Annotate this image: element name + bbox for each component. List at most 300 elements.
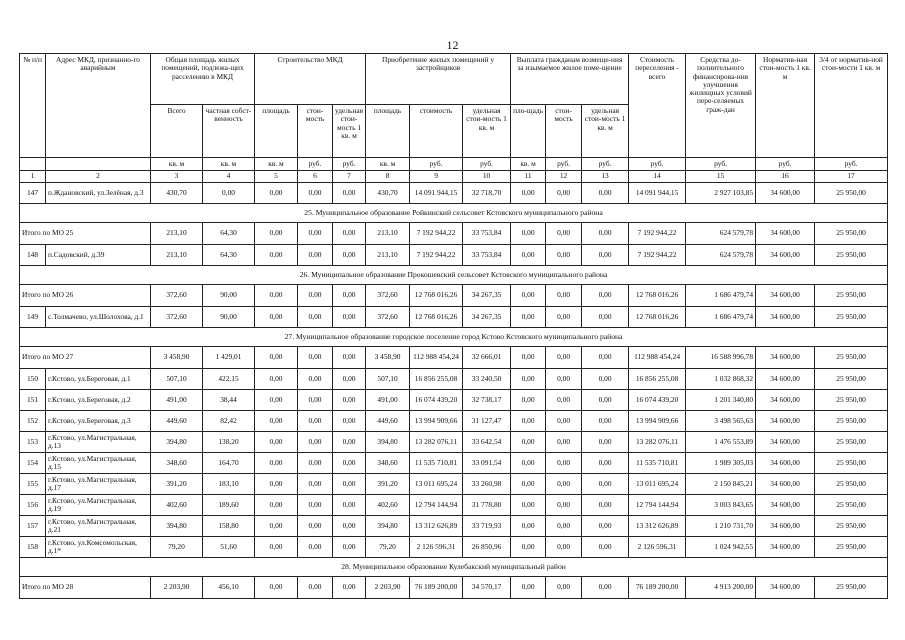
data-cell: 25 950,00 (815, 577, 888, 599)
data-cell: 1 989 305,03 (686, 453, 756, 474)
data-cell: 0,00 (255, 516, 298, 537)
data-cell: 16 588 996,78 (686, 347, 756, 369)
data-cell: 25 950,00 (815, 307, 888, 328)
units-spacer (46, 158, 151, 171)
data-cell: 25 950,00 (815, 245, 888, 266)
column-number: 9 (410, 171, 463, 183)
row-address: г.Кстово, ул.Береговая, д.3 (46, 411, 151, 432)
data-cell: 3 458,90 (366, 347, 410, 369)
data-cell: 183,10 (203, 474, 255, 495)
data-cell: 2 126 596,31 (410, 537, 463, 558)
data-cell: 0,00 (333, 390, 366, 411)
data-cell: 16 856 255,08 (629, 369, 686, 390)
data-cell: 0,00 (333, 453, 366, 474)
unit-cell: кв. м (366, 158, 410, 171)
total-row (20, 223, 888, 245)
unit-cell: кв. м (511, 158, 546, 171)
data-cell: 0,00 (546, 432, 582, 453)
data-cell: 0,00 (255, 432, 298, 453)
data-cell: 213,10 (366, 223, 410, 245)
data-cell: 491,00 (151, 390, 203, 411)
data-cell: 32 666,01 (463, 347, 511, 369)
section-title: 28. Муниципальное образование Кулебакский муниципальный район (20, 558, 888, 577)
row-number: 147 (20, 183, 46, 204)
data-cell: 213,10 (366, 245, 410, 266)
data-cell: 0,00 (333, 495, 366, 516)
data-cell: 0,00 (511, 390, 546, 411)
data-cell: 0,00 (333, 245, 366, 266)
data-cell: 430,70 (151, 183, 203, 204)
data-cell: 25 950,00 (815, 453, 888, 474)
row-number: 149 (20, 307, 46, 328)
data-cell: 3 498 565,63 (686, 411, 756, 432)
data-cell: 449,60 (151, 411, 203, 432)
data-cell: 2 927 103,85 (686, 183, 756, 204)
data-cell: 0,00 (511, 307, 546, 328)
subheader-area: площадь (255, 105, 298, 158)
column-number: 4 (203, 171, 255, 183)
row-number: 158 (20, 537, 46, 558)
data-cell: 348,60 (366, 453, 410, 474)
table-row (20, 453, 888, 474)
data-cell: 2 203,90 (366, 577, 410, 599)
data-cell: 0,00 (298, 347, 333, 369)
data-cell: 12 768 016,26 (410, 307, 463, 328)
data-cell: 14 091 944,15 (410, 183, 463, 204)
data-cell: 0,00 (333, 369, 366, 390)
unit-cell: руб. (546, 158, 582, 171)
row-number: 156 (20, 495, 46, 516)
data-cell: 0,00 (546, 537, 582, 558)
units-spacer (20, 158, 46, 171)
data-cell: 13 994 909,66 (410, 411, 463, 432)
subheader-cost-purchase: стоимость (410, 105, 463, 158)
data-cell: 1 686 479,74 (686, 285, 756, 307)
data-cell: 25 950,00 (815, 432, 888, 453)
row-number: 154 (20, 453, 46, 474)
row-address: п.Ждановский, ул.Зелёная, д.3 (46, 183, 151, 204)
data-cell: 0,00 (582, 537, 629, 558)
data-cell: 0,00 (582, 577, 629, 599)
data-cell: 0,00 (255, 495, 298, 516)
subheader-unit-cost-payment: удельная стои-мость 1 кв. м (582, 105, 629, 158)
data-cell: 1 024 942,55 (686, 537, 756, 558)
data-cell: 0,00 (511, 245, 546, 266)
data-cell: 14 091 944,15 (629, 183, 686, 204)
data-cell: 13 282 076,11 (410, 432, 463, 453)
row-address: г.Кстово, ул.Магистральная, д.17 (46, 474, 151, 495)
data-cell: 13 282 076,11 (629, 432, 686, 453)
data-cell: 0,00 (298, 411, 333, 432)
data-cell: 456,10 (203, 577, 255, 599)
data-cell: 34 600,00 (756, 245, 815, 266)
data-cell: 0,00 (333, 474, 366, 495)
header-norm-cost: Норматив-ная стои-мость 1 кв. м (756, 54, 815, 158)
data-cell: 0,00 (511, 516, 546, 537)
data-cell: 0,00 (255, 474, 298, 495)
data-cell: 13 312 626,89 (629, 516, 686, 537)
data-cell: 0,00 (333, 307, 366, 328)
header-three-quarters: 3/4 от норматив-ной стои-мости 1 кв. м (815, 54, 888, 158)
row-number: 153 (20, 432, 46, 453)
data-cell: 0,00 (511, 285, 546, 307)
data-cell: 0,00 (255, 453, 298, 474)
column-number: 12 (546, 171, 582, 183)
data-cell: 90,00 (203, 285, 255, 307)
data-cell: 0,00 (582, 369, 629, 390)
data-cell: 0,00 (298, 474, 333, 495)
data-cell: 0,00 (582, 432, 629, 453)
data-cell: 213,10 (151, 245, 203, 266)
data-cell: 0,00 (298, 516, 333, 537)
data-cell: 0,00 (298, 432, 333, 453)
data-cell: 0,00 (298, 390, 333, 411)
data-cell: 0,00 (546, 411, 582, 432)
data-cell: 0,00 (203, 183, 255, 204)
unit-cell: руб. (756, 158, 815, 171)
data-cell: 0,00 (255, 223, 298, 245)
data-cell: 34 600,00 (756, 223, 815, 245)
data-cell: 0,00 (298, 223, 333, 245)
data-cell: 25 950,00 (815, 495, 888, 516)
data-cell: 0,00 (582, 307, 629, 328)
header-extra-funds: Средства до-полнительного финансирова-ния улучшения жилищных условий пере-селяемых граж-дан (686, 54, 756, 158)
row-address: г.Кстово, ул.Магистральная, д.19 (46, 495, 151, 516)
data-cell: 0,00 (546, 516, 582, 537)
table-row (20, 369, 888, 390)
data-cell: 4 913 200,00 (686, 577, 756, 599)
data-cell: 13 011 695,24 (410, 474, 463, 495)
data-cell: 0,00 (333, 537, 366, 558)
data-cell: 0,00 (333, 516, 366, 537)
data-cell: 0,00 (298, 369, 333, 390)
column-number: 5 (255, 171, 298, 183)
data-cell: 7 192 944,22 (410, 223, 463, 245)
data-cell: 26 850,96 (463, 537, 511, 558)
data-cell: 0,00 (546, 307, 582, 328)
unit-cell: кв. м (255, 158, 298, 171)
data-cell: 34 600,00 (756, 577, 815, 599)
data-cell: 0,00 (582, 285, 629, 307)
data-cell: 34 570,17 (463, 577, 511, 599)
data-cell: 34 600,00 (756, 432, 815, 453)
data-cell: 34 600,00 (756, 537, 815, 558)
data-cell: 0,00 (255, 369, 298, 390)
data-cell: 16 074 439,20 (629, 390, 686, 411)
row-address: с.Толмачево, ул.Шолохова, д.1 (46, 307, 151, 328)
data-cell: 0,00 (511, 432, 546, 453)
data-cell: 0,00 (511, 223, 546, 245)
table-row (20, 474, 888, 495)
data-cell: 0,00 (511, 369, 546, 390)
data-cell: 1 210 731,70 (686, 516, 756, 537)
data-cell: 0,00 (333, 285, 366, 307)
data-cell: 3 458,90 (151, 347, 203, 369)
column-number: 10 (463, 171, 511, 183)
data-cell: 0,00 (255, 307, 298, 328)
data-cell: 391,20 (366, 474, 410, 495)
data-cell: 507,10 (151, 369, 203, 390)
column-number: 3 (151, 171, 203, 183)
data-cell: 0,00 (511, 495, 546, 516)
row-address: г.Кстово, ул.Комсомольская, д.1* (46, 537, 151, 558)
data-cell: 0,00 (298, 537, 333, 558)
row-address: г.Кстово, ул.Магистральная, д.21 (46, 516, 151, 537)
data-cell: 7 192 944,22 (629, 245, 686, 266)
row-number: 152 (20, 411, 46, 432)
data-cell: 90,00 (203, 307, 255, 328)
row-number: 151 (20, 390, 46, 411)
data-cell: 0,00 (298, 495, 333, 516)
data-cell: 0,00 (582, 347, 629, 369)
data-cell: 76 189 200,00 (629, 577, 686, 599)
data-cell: 11 535 710,81 (410, 453, 463, 474)
resettlement-table (19, 53, 888, 599)
data-cell: 25 950,00 (815, 347, 888, 369)
data-cell: 34 600,00 (756, 347, 815, 369)
table-row (20, 390, 888, 411)
data-cell: 25 950,00 (815, 516, 888, 537)
data-cell: 34 600,00 (756, 285, 815, 307)
data-cell: 0,00 (511, 411, 546, 432)
data-cell: 394,80 (366, 516, 410, 537)
column-number: 6 (298, 171, 333, 183)
column-number: 8 (366, 171, 410, 183)
data-cell: 112 988 454,24 (410, 347, 463, 369)
data-cell: 0,00 (582, 411, 629, 432)
data-cell: 25 950,00 (815, 369, 888, 390)
data-cell: 0,00 (255, 411, 298, 432)
unit-cell: руб. (298, 158, 333, 171)
data-cell: 0,00 (255, 285, 298, 307)
data-cell: 2 150 845,21 (686, 474, 756, 495)
column-number: 1 (20, 171, 46, 183)
data-cell: 0,00 (546, 285, 582, 307)
data-cell: 0,00 (546, 577, 582, 599)
data-cell: 0,00 (255, 577, 298, 599)
data-cell: 0,00 (582, 245, 629, 266)
data-cell: 0,00 (255, 537, 298, 558)
data-cell: 372,60 (151, 307, 203, 328)
data-cell: 0,00 (298, 453, 333, 474)
data-cell: 7 192 944,22 (410, 245, 463, 266)
subheader-private: частная собст-венность (203, 105, 255, 158)
data-cell: 25 950,00 (815, 390, 888, 411)
data-cell: 11 535 710,81 (629, 453, 686, 474)
unit-cell: руб. (815, 158, 888, 171)
data-cell: 13 994 909,66 (629, 411, 686, 432)
header-address: Адрес МКД, признанно-го аварийным (46, 54, 151, 158)
unit-cell: руб. (463, 158, 511, 171)
column-number: 15 (686, 171, 756, 183)
data-cell: 33 240,50 (463, 369, 511, 390)
data-cell: 0,00 (511, 577, 546, 599)
unit-cell: руб. (686, 158, 756, 171)
data-cell: 0,00 (298, 577, 333, 599)
data-cell: 0,00 (298, 183, 333, 204)
section-title: 26. Муниципальное образование Прокошевский сельсовет Кстовского муниципального района (20, 266, 888, 285)
subheader-cost: стои-мость (298, 105, 333, 158)
data-cell: 0,00 (511, 453, 546, 474)
data-cell: 38,44 (203, 390, 255, 411)
data-cell: 25 950,00 (815, 183, 888, 204)
data-cell: 0,00 (255, 347, 298, 369)
data-cell: 31 778,80 (463, 495, 511, 516)
data-cell: 12 768 016,26 (629, 307, 686, 328)
data-cell: 213,10 (151, 223, 203, 245)
data-cell: 0,00 (582, 183, 629, 204)
data-cell: 34 600,00 (756, 307, 815, 328)
header-total-area: Общая площадь жилых помещений, подлежа-щих расселению в МКД (151, 54, 255, 105)
column-number: 17 (815, 171, 888, 183)
data-cell: 1 032 868,32 (686, 369, 756, 390)
section-row (20, 266, 888, 285)
data-cell: 34 600,00 (756, 411, 815, 432)
data-cell: 0,00 (546, 223, 582, 245)
table-row (20, 432, 888, 453)
table-body (20, 183, 888, 599)
data-cell: 449,60 (366, 411, 410, 432)
subheader-unit-cost-purchase: удельная стои-мость 1 кв. м (463, 105, 511, 158)
section-row (20, 558, 888, 577)
data-cell: 0,00 (511, 537, 546, 558)
data-cell: 138,20 (203, 432, 255, 453)
data-cell: 1 476 553,89 (686, 432, 756, 453)
total-row (20, 577, 888, 599)
data-cell: 0,00 (333, 411, 366, 432)
data-cell: 0,00 (546, 347, 582, 369)
data-cell: 13 312 626,89 (410, 516, 463, 537)
data-cell: 0,00 (333, 223, 366, 245)
data-cell: 64,30 (203, 245, 255, 266)
section-title: 25. Муниципальное образование Ройкинский сельсовет Кстовского муниципального района (20, 204, 888, 223)
column-number: 13 (582, 171, 629, 183)
header-num: № п/п (20, 54, 46, 158)
data-cell: 0,00 (546, 369, 582, 390)
data-cell: 0,00 (298, 307, 333, 328)
data-cell: 34 600,00 (756, 474, 815, 495)
table-row (20, 495, 888, 516)
data-cell: 430,70 (366, 183, 410, 204)
section-title: 27. Муниципальное образование городское поселение город Кстово Кстовского муниципального района (20, 328, 888, 347)
data-cell: 372,60 (366, 285, 410, 307)
data-cell: 189,60 (203, 495, 255, 516)
row-number: 150 (20, 369, 46, 390)
data-cell: 402,60 (151, 495, 203, 516)
data-cell: 0,00 (333, 347, 366, 369)
header-cost-total: Стоимость переселения - всего (629, 54, 686, 158)
data-cell: 164,70 (203, 453, 255, 474)
data-cell: 1 429,01 (203, 347, 255, 369)
table-row (20, 245, 888, 266)
row-number: 155 (20, 474, 46, 495)
data-cell: 422,15 (203, 369, 255, 390)
data-cell: 34 267,35 (463, 285, 511, 307)
row-address: г.Кстово, ул.Магистральная, д.15 (46, 453, 151, 474)
section-row (20, 204, 888, 223)
row-number: 157 (20, 516, 46, 537)
data-cell: 64,30 (203, 223, 255, 245)
data-cell: 0,00 (582, 474, 629, 495)
column-number: 16 (756, 171, 815, 183)
data-cell: 76 189 200,00 (410, 577, 463, 599)
data-cell: 34 600,00 (756, 516, 815, 537)
data-cell: 0,00 (333, 432, 366, 453)
data-cell: 0,00 (255, 245, 298, 266)
data-cell: 34 600,00 (756, 183, 815, 204)
data-cell: 34 600,00 (756, 495, 815, 516)
data-cell: 0,00 (255, 183, 298, 204)
total-label: Итого по МО 25 (20, 223, 151, 245)
total-row (20, 285, 888, 307)
subheader-total: Всего (151, 105, 203, 158)
data-cell: 402,60 (366, 495, 410, 516)
data-cell: 0,00 (582, 453, 629, 474)
data-cell: 0,00 (582, 223, 629, 245)
data-cell: 0,00 (582, 390, 629, 411)
data-cell: 3 003 843,65 (686, 495, 756, 516)
data-cell: 0,00 (511, 347, 546, 369)
subheader-area-payment: пло-щадь (511, 105, 546, 158)
data-cell: 33 091,54 (463, 453, 511, 474)
data-cell: 33 642,54 (463, 432, 511, 453)
header-purchase: Приобретение жилых помещений у застройщиков (366, 54, 511, 105)
unit-cell: кв. м (151, 158, 203, 171)
section-row (20, 328, 888, 347)
data-cell: 33 260,98 (463, 474, 511, 495)
data-cell: 394,80 (366, 432, 410, 453)
column-number: 7 (333, 171, 366, 183)
table-header (20, 54, 888, 183)
data-cell: 25 950,00 (815, 223, 888, 245)
data-cell: 372,60 (151, 285, 203, 307)
data-cell: 0,00 (582, 516, 629, 537)
data-cell: 12 768 016,26 (410, 285, 463, 307)
unit-cell: руб. (410, 158, 463, 171)
table-row (20, 537, 888, 558)
data-cell: 507,10 (366, 369, 410, 390)
header-construction: Строительство МКД (255, 54, 366, 105)
data-cell: 1 686 479,74 (686, 307, 756, 328)
data-cell: 112 988 454,24 (629, 347, 686, 369)
data-cell: 16 074 439,20 (410, 390, 463, 411)
data-cell: 82,42 (203, 411, 255, 432)
data-cell: 0,00 (546, 495, 582, 516)
data-cell: 0,00 (546, 474, 582, 495)
data-cell: 32 718,70 (463, 183, 511, 204)
table-row (20, 411, 888, 432)
unit-cell: руб. (629, 158, 686, 171)
data-cell: 25 950,00 (815, 285, 888, 307)
data-cell: 0,00 (298, 285, 333, 307)
row-address: п.Садовский, д.39 (46, 245, 151, 266)
data-cell: 34 600,00 (756, 369, 815, 390)
data-cell: 25 950,00 (815, 537, 888, 558)
table-row (20, 183, 888, 204)
total-label: Итого по МО 27 (20, 347, 151, 369)
data-cell: 0,00 (546, 390, 582, 411)
data-cell: 34 600,00 (756, 390, 815, 411)
data-cell: 13 011 695,24 (629, 474, 686, 495)
data-cell: 12 794 144,94 (410, 495, 463, 516)
unit-cell: кв. м (203, 158, 255, 171)
data-cell: 624 579,78 (686, 245, 756, 266)
data-cell: 79,20 (366, 537, 410, 558)
data-cell: 391,20 (151, 474, 203, 495)
data-cell: 372,60 (366, 307, 410, 328)
data-cell: 2 203,90 (151, 577, 203, 599)
data-cell: 0,00 (511, 183, 546, 204)
